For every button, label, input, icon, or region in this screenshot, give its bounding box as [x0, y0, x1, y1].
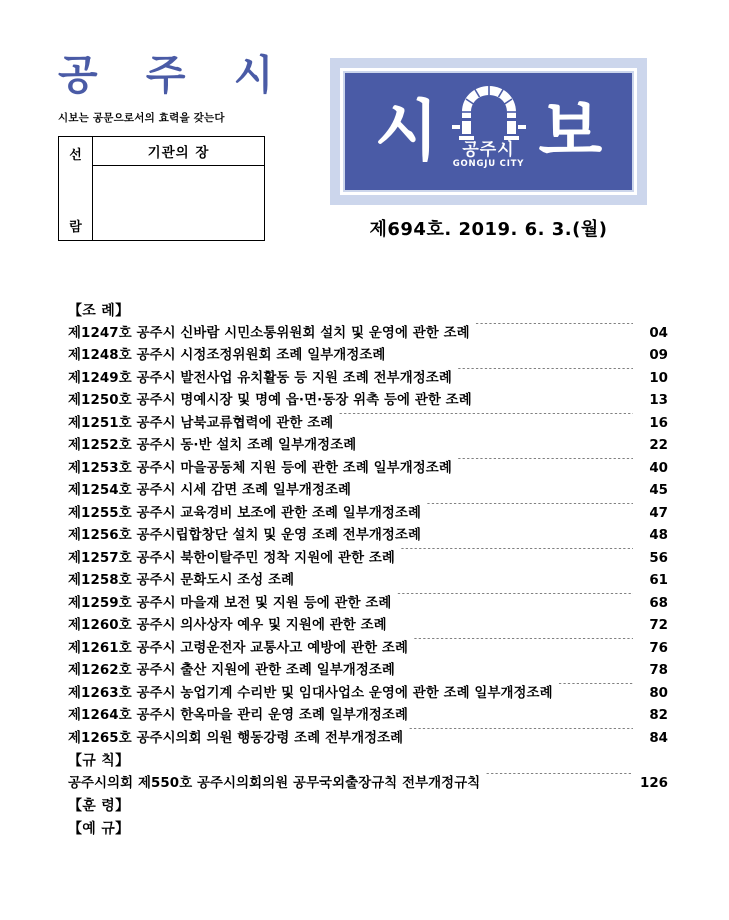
toc-entry-title: 제1256호 공주시립합창단 설치 및 운영 조례 전부개정조례 — [68, 528, 422, 543]
toc-entry-page: 16 — [649, 415, 668, 431]
toc-dot-leader — [426, 526, 633, 539]
approval-label-bottom: 람 — [69, 220, 82, 236]
toc-entry-page: 84 — [649, 730, 668, 746]
toc-entry-page: 04 — [649, 325, 668, 341]
banner-char-bo: 보 — [538, 92, 603, 170]
toc-entry-title: 제1249호 공주시 발전사업 유치활동 등 지원 조례 전부개정조례 — [68, 370, 452, 386]
toc-entry[interactable] — [68, 660, 668, 683]
toc-entry-title: 제1265호 공주시의회 의원 행동강령 조례 전부개정조례 — [68, 730, 404, 746]
masthead — [0, 0, 729, 292]
toc-entry-title: 제1264호 공주시 한옥마을 관리 운영 조례 일부개정조례 — [68, 708, 408, 723]
toc-entry[interactable] — [68, 413, 668, 436]
emblem-label-en: GONGJU CITY — [452, 159, 525, 170]
toc-section-header: 【규 칙】 — [68, 753, 130, 769]
masthead-motto: 시보는 공문으로서의 효력을 갖는다 — [58, 112, 225, 125]
toc-entry-title: 제1248호 공주시 시정조정위원회 조례 일부개정조례 — [68, 348, 386, 363]
toc-entry[interactable] — [68, 390, 668, 413]
toc-dot-leader — [396, 593, 633, 606]
toc-entry[interactable] — [68, 548, 668, 571]
toc-entry-page: 61 — [649, 573, 668, 588]
toc-entry-page: 09 — [649, 348, 668, 363]
toc-entry-page: 68 — [649, 595, 668, 611]
toc-dot-leader — [413, 706, 633, 719]
stone-arch-icon — [450, 84, 528, 140]
toc-entry-page: 47 — [649, 505, 668, 521]
page-title: 공 주 시 — [58, 51, 291, 99]
toc-entry-page: 76 — [649, 640, 668, 656]
toc-entry[interactable] — [68, 525, 668, 548]
toc-entry-title: 제1261호 공주시 고령운전자 교통사고 예방에 관한 조례 — [68, 640, 408, 656]
banner-char-si: 시 — [374, 92, 439, 170]
toc-entry[interactable] — [68, 683, 668, 706]
toc-section-header: 【예 규】 — [68, 820, 130, 837]
toc-dot-leader — [457, 368, 633, 381]
toc-dot-leader — [457, 458, 633, 471]
toc-dot-leader — [338, 413, 633, 426]
gazette-banner — [330, 58, 647, 205]
toc-dot-leader — [356, 481, 633, 494]
toc-entry[interactable] — [68, 368, 668, 391]
toc-entry-title: 공주시의회 제550호 공주시의회의원 공무국외출장규칙 전부개정규칙 — [68, 775, 481, 791]
toc-dot-leader — [361, 436, 633, 449]
toc-entry-page: 80 — [649, 685, 668, 701]
toc-entry-title: 제1259호 공주시 마을재 보전 및 지원 등에 관한 조례 — [68, 595, 392, 611]
toc-entry-page: 72 — [649, 618, 668, 633]
toc-dot-leader — [426, 503, 633, 516]
toc-entry[interactable] — [68, 323, 668, 346]
toc-entry-title: 제1251호 공주시 남북교류협력에 관한 조례 — [68, 415, 334, 431]
toc-entry-page: 126 — [640, 775, 668, 791]
banner-blue-field — [345, 73, 632, 190]
issue-number-date: 제694호. 2019. 6. 3.(월) — [369, 219, 608, 240]
approval-label-cell — [59, 137, 93, 241]
toc-entry-title: 제1253호 공주시 마을공동체 지원 등에 관한 조례 일부개정조례 — [68, 460, 452, 476]
toc-dot-leader — [485, 773, 633, 786]
toc-dot-leader — [558, 683, 633, 696]
toc-entry-title: 제1260호 공주시 의사상자 예우 및 지원에 관한 조례 — [68, 618, 387, 633]
toc-entry[interactable] — [68, 773, 668, 796]
toc-entry[interactable] — [68, 345, 668, 368]
toc-entry-page: 78 — [649, 663, 668, 678]
toc-dot-leader — [392, 616, 633, 629]
toc-entry-page: 45 — [649, 483, 668, 498]
toc-entry-page: 40 — [649, 460, 668, 476]
approval-signature-cell[interactable] — [93, 166, 265, 241]
toc-entry[interactable] — [68, 480, 668, 503]
toc-dot-leader — [390, 346, 633, 359]
masthead-left-block — [58, 52, 318, 241]
toc-entry-page: 48 — [649, 528, 668, 543]
toc-entry-page: 10 — [649, 370, 668, 386]
toc-dot-leader — [475, 323, 633, 336]
toc-entry[interactable] — [68, 503, 668, 526]
toc-entry[interactable] — [68, 458, 668, 481]
toc-dot-leader — [477, 391, 633, 404]
toc-entry-page: 56 — [649, 550, 668, 566]
toc-entry-title: 제1258호 공주시 문화도시 조성 조례 — [68, 573, 295, 588]
toc-entry[interactable] — [68, 435, 668, 458]
toc-entry-page: 22 — [649, 438, 668, 453]
toc-entry-title: 제1262호 공주시 출산 지원에 관한 조례 일부개정조례 — [68, 663, 395, 678]
toc-section-header: 【훈 령】 — [68, 798, 130, 814]
emblem-label-ko: 공주시 — [462, 139, 515, 160]
table-row — [59, 137, 265, 166]
toc-entry[interactable] — [68, 593, 668, 616]
toc-entry-title: 제1257호 공주시 북한이탈주민 정착 지원에 관한 조례 — [68, 550, 395, 566]
toc-entry[interactable] — [68, 705, 668, 728]
toc-entry-title: 제1254호 공주시 시세 감면 조례 일부개정조례 — [68, 483, 352, 498]
approval-stamp-table — [58, 136, 265, 241]
toc-entry-title: 제1247호 공주시 신바람 시민소통위원회 설치 및 운영에 관한 조례 — [68, 325, 470, 341]
table-of-contents — [68, 300, 668, 840]
toc-dot-leader — [400, 661, 633, 674]
approval-header-cell: 기관의 장 — [93, 137, 265, 166]
toc-entry-title: 제1263호 공주시 농업기계 수리반 및 임대사업소 운영에 관한 조례 일부개정조례 — [68, 685, 553, 701]
gongju-city-emblem — [443, 80, 535, 184]
toc-entry-title: 제1255호 공주시 교육경비 보조에 관한 조례 일부개정조례 — [68, 505, 422, 521]
approval-label-top: 선 — [69, 148, 82, 164]
toc-dot-leader — [408, 728, 633, 741]
toc-section-header: 【조 례】 — [68, 303, 130, 319]
toc-entry-page: 13 — [649, 393, 668, 408]
toc-entry[interactable] — [68, 570, 668, 593]
toc-dot-leader — [400, 548, 633, 561]
banner-white-frame — [340, 68, 637, 195]
toc-entry[interactable] — [68, 638, 668, 661]
toc-entry-title: 제1250호 공주시 명예시장 및 명예 읍·면·동장 위촉 등에 관한 조례 — [68, 393, 472, 408]
toc-dot-leader — [413, 638, 633, 651]
toc-entry-page: 82 — [649, 708, 668, 723]
toc-dot-leader — [299, 571, 633, 584]
toc-entry-title: 제1252호 공주시 동·반 설치 조례 일부개정조례 — [68, 438, 357, 453]
toc-entry[interactable] — [68, 615, 668, 638]
toc-entry[interactable] — [68, 728, 668, 751]
